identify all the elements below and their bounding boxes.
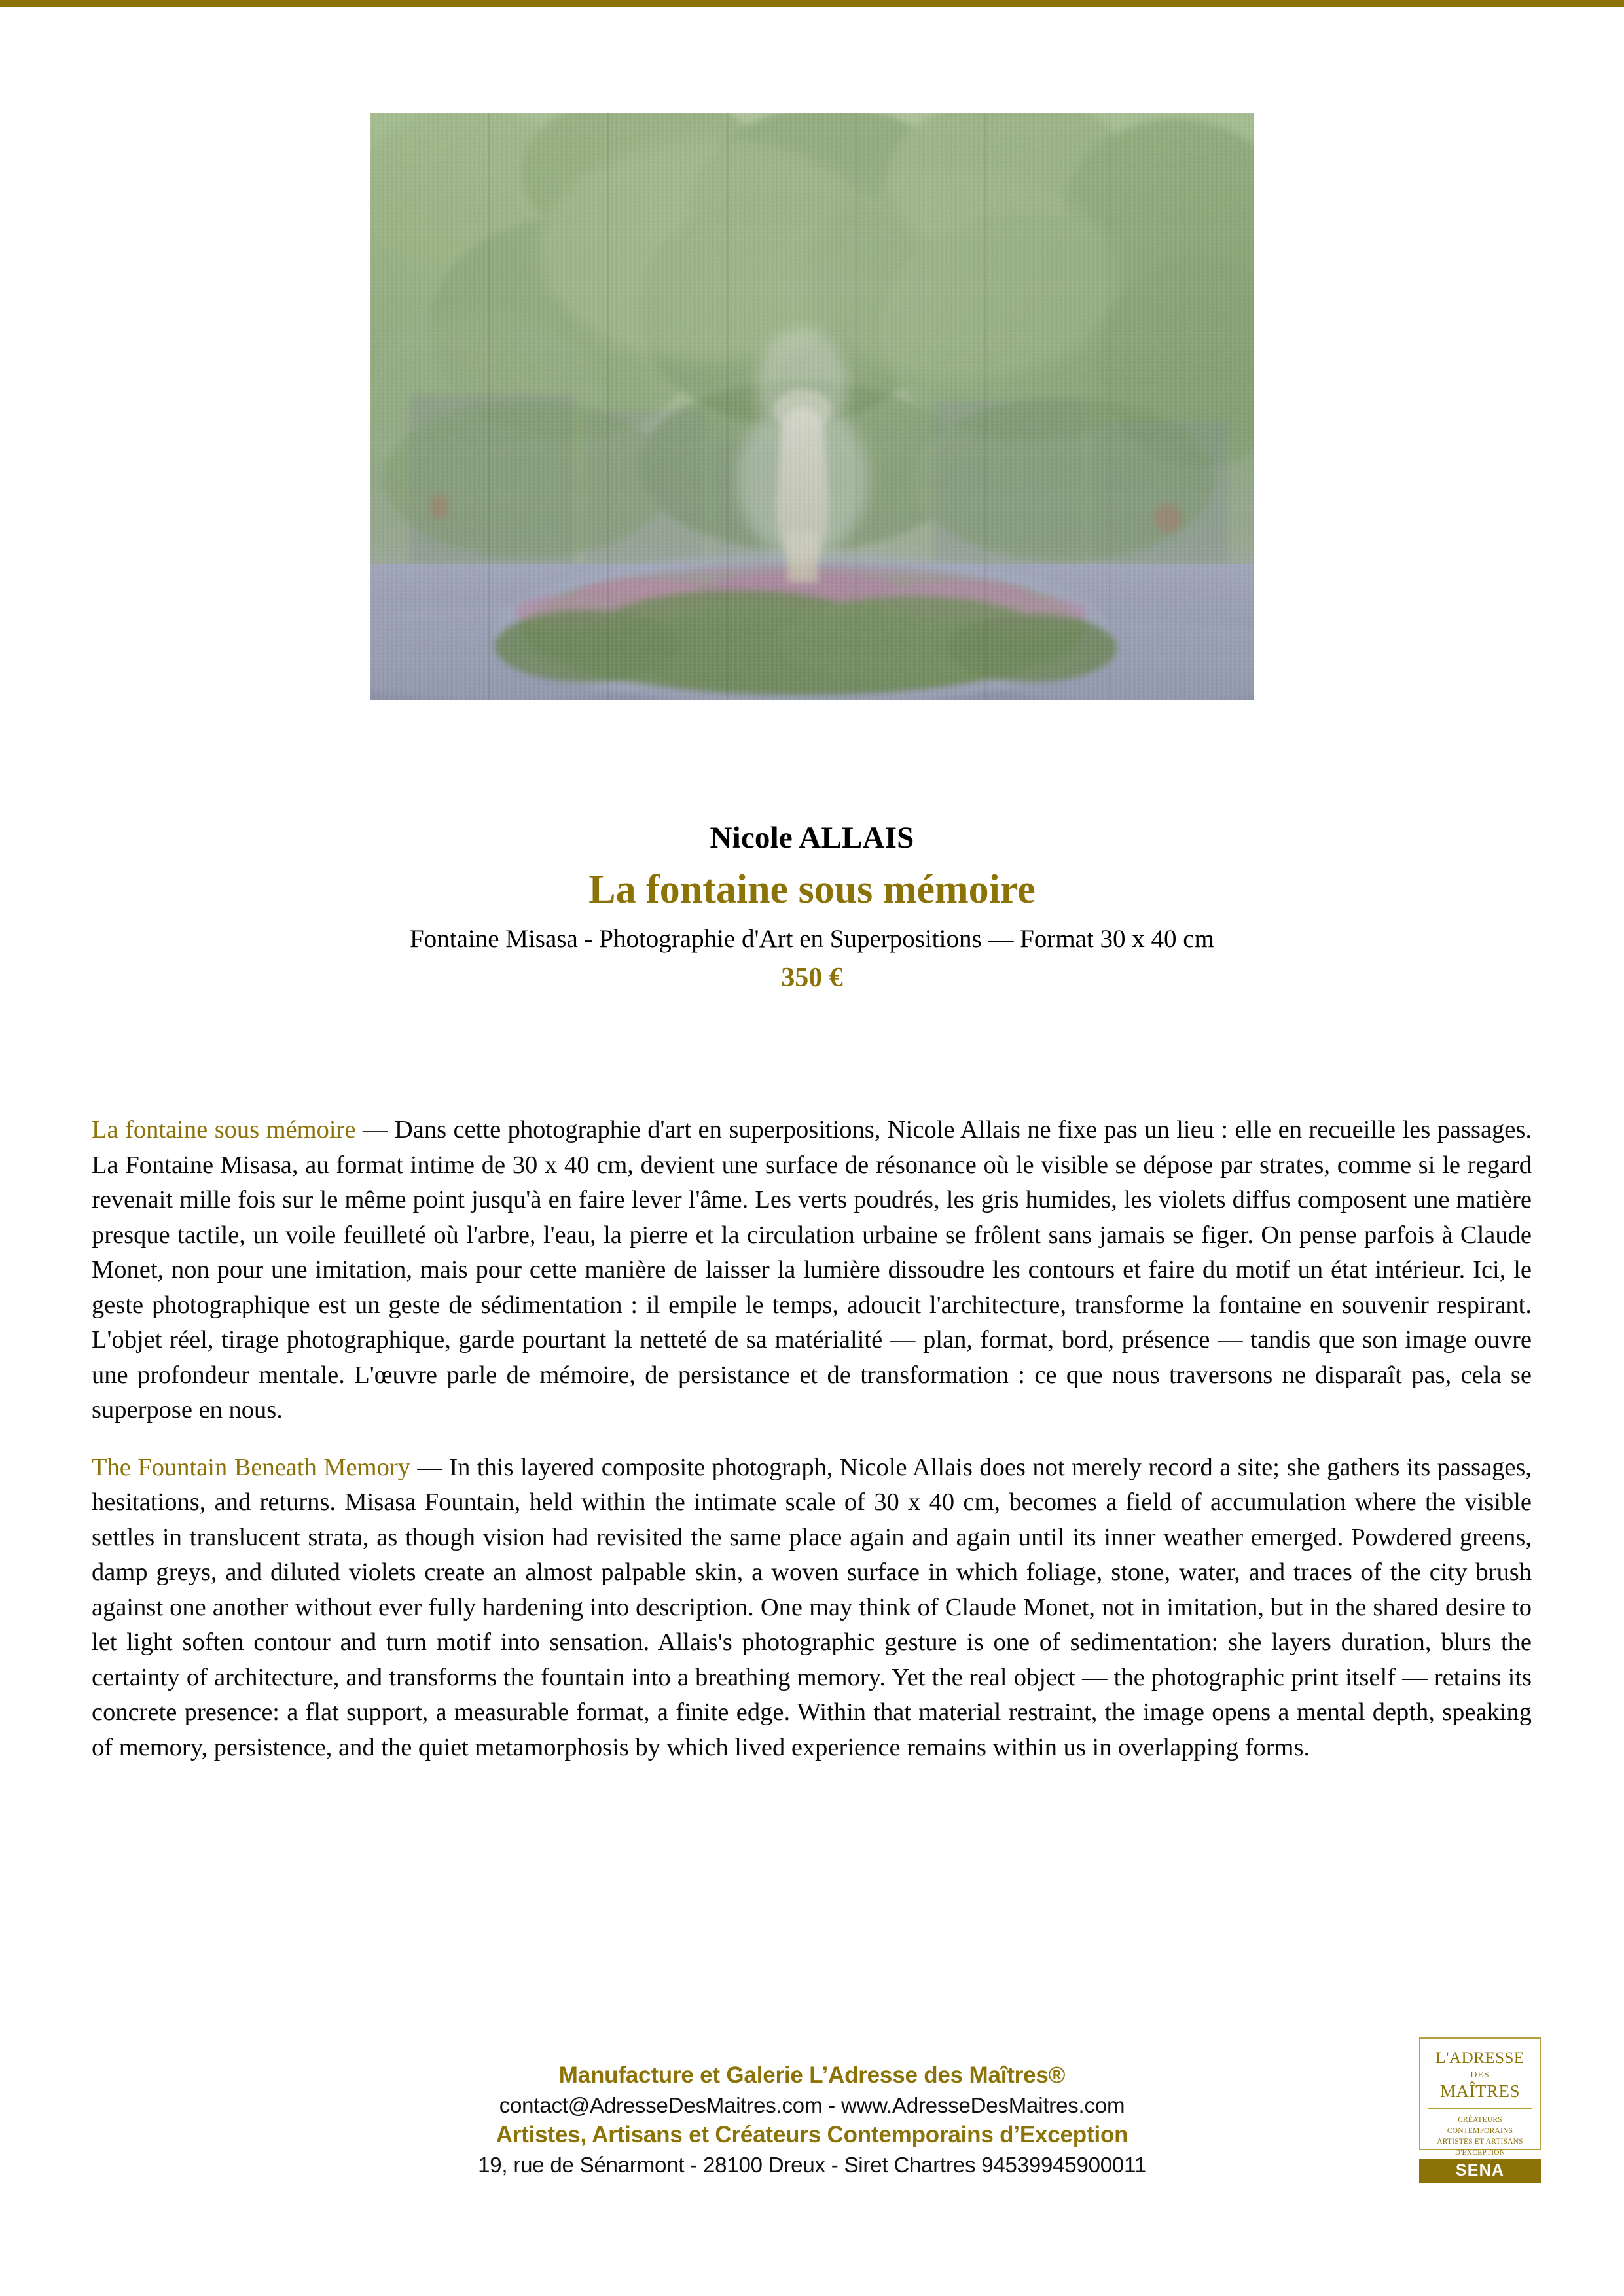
artist-name: Nicole ALLAIS	[710, 821, 914, 855]
logo-line-maitres: MAÎTRES	[1439, 2081, 1520, 2101]
logo-line-adresse: L'ADRESSE	[1435, 2049, 1525, 2067]
paragraph-english-text: In this layered composite photograph, Nicole Allais does not merely record a site; she gathers its passages, hesitations, and returns. Misasa Fountain, held within the intimate scale of 30 x 40 cm, becomes a field of accumulation where the visible settles in translucent strata, as though vision had revisited the same place again and again until its inner weather emerged. Powdered greens, damp greys, and diluted violets create an almost palpable skin, a woven surface in which foliage, stone, water, and traces of the city brush against one another without ever fully hardening into description. One may think of Claude Monet, not in imitation, but in the shared desire to let light soften contour and turn motif into sensation. Allais's photographic gesture is one of sedimentation: she layers duration, blurs the certainty of architecture, and transforms the fountain into a breathing memory. Yet the real object — the photographic print itself — retains its concrete presence: a flat support, a measurable format, a finite edge. Within that material restraint, the image opens a mental depth, speaking of memory, persistence, and the quiet metamorphosis by which lived experience remains within us in overlapping forms.	[92, 1453, 1532, 1761]
work-subtitle: Fontaine Misasa - Photographie d'Art en Superpositions — Format 30 x 40 cm	[410, 924, 1214, 953]
title-block	[0, 821, 1624, 994]
footer-tagline: Artistes, Artisans et Créateurs Contemporains d’Exception	[496, 2122, 1128, 2148]
description-section	[92, 1113, 1532, 1765]
logo-subline-3: D'EXCEPTION	[1454, 2149, 1506, 2157]
footer-contact[interactable]: contact@AdresseDesMaitres.com - www.AdresseDesMaitres.com	[499, 2092, 1125, 2117]
work-price: 350 €	[781, 962, 843, 993]
brand-logo-block	[1419, 2037, 1541, 2183]
footer-address: 19, rue de Sénarmont - 28100 Dreux - Siret Chartres 94539945900011	[478, 2153, 1146, 2177]
logo-line-des: DES	[1470, 2070, 1490, 2080]
logo-subline-1: CRÉATEURS CONTEMPORAINS	[1447, 2116, 1513, 2135]
composite-photograph-illustration	[370, 113, 1254, 700]
paragraph-english	[92, 1450, 1532, 1766]
top-accent-bar	[0, 0, 1624, 7]
paragraph-french-text: Dans cette photographie d'art en superpositions, Nicole Allais ne fixe pas un lieu : elle en recueille les passages. La Fontaine Misasa, au format intime de 30 x 40 cm, devient une surface de résonance où le visible se dépose par strates, comme si le regard revenait mille fois sur le même point jusqu'à en faire lever l'âme. Les verts poudrés, les gris humides, les violets diffus composent une matière presque tactile, un voile feuilleté où l'arbre, l'eau, la pierre et la circulation urbaine se frôlent sans jamais se figer. On pense parfois à Claude Monet, non pour une imitation, mais pour cette manière de laisser la lumière dissoudre les contours et faire du motif un état intérieur. Ici, le geste photographique est un geste de sédimentation : il empile le temps, adoucit l'architecture, transforme la fontaine en souvenir respirant. L'objet réel, tirage photographique, garde pourtant la netteté de sa matérialité — plan, format, bord, présence — tandis que son image ouvre une profondeur mentale. L'œuvre parle de mémoire, de persistance et de transformation : ce que nous traversons ne disparaît pas, cela se superpose en nous.	[92, 1116, 1532, 1424]
footer-company-name: Manufacture et Galerie L’Adresse des Maîtres®	[558, 2062, 1066, 2088]
lead-term-english: The Fountain Beneath Memory	[92, 1453, 410, 1481]
separator-french: —	[355, 1116, 395, 1143]
footer	[0, 2060, 1624, 2179]
sena-badge: SENA	[1419, 2159, 1541, 2183]
separator-english: —	[410, 1453, 450, 1481]
lead-term-french: La fontaine sous mémoire	[92, 1116, 356, 1143]
logo-subline-2: ARTISTES ET ARTISANS	[1437, 2138, 1523, 2146]
work-title: La fontaine sous mémoire	[588, 867, 1036, 912]
artwork-photograph	[370, 113, 1254, 700]
paragraph-french	[92, 1113, 1532, 1428]
logo-card	[1419, 2037, 1541, 2157]
logo-divider	[1428, 2108, 1532, 2109]
